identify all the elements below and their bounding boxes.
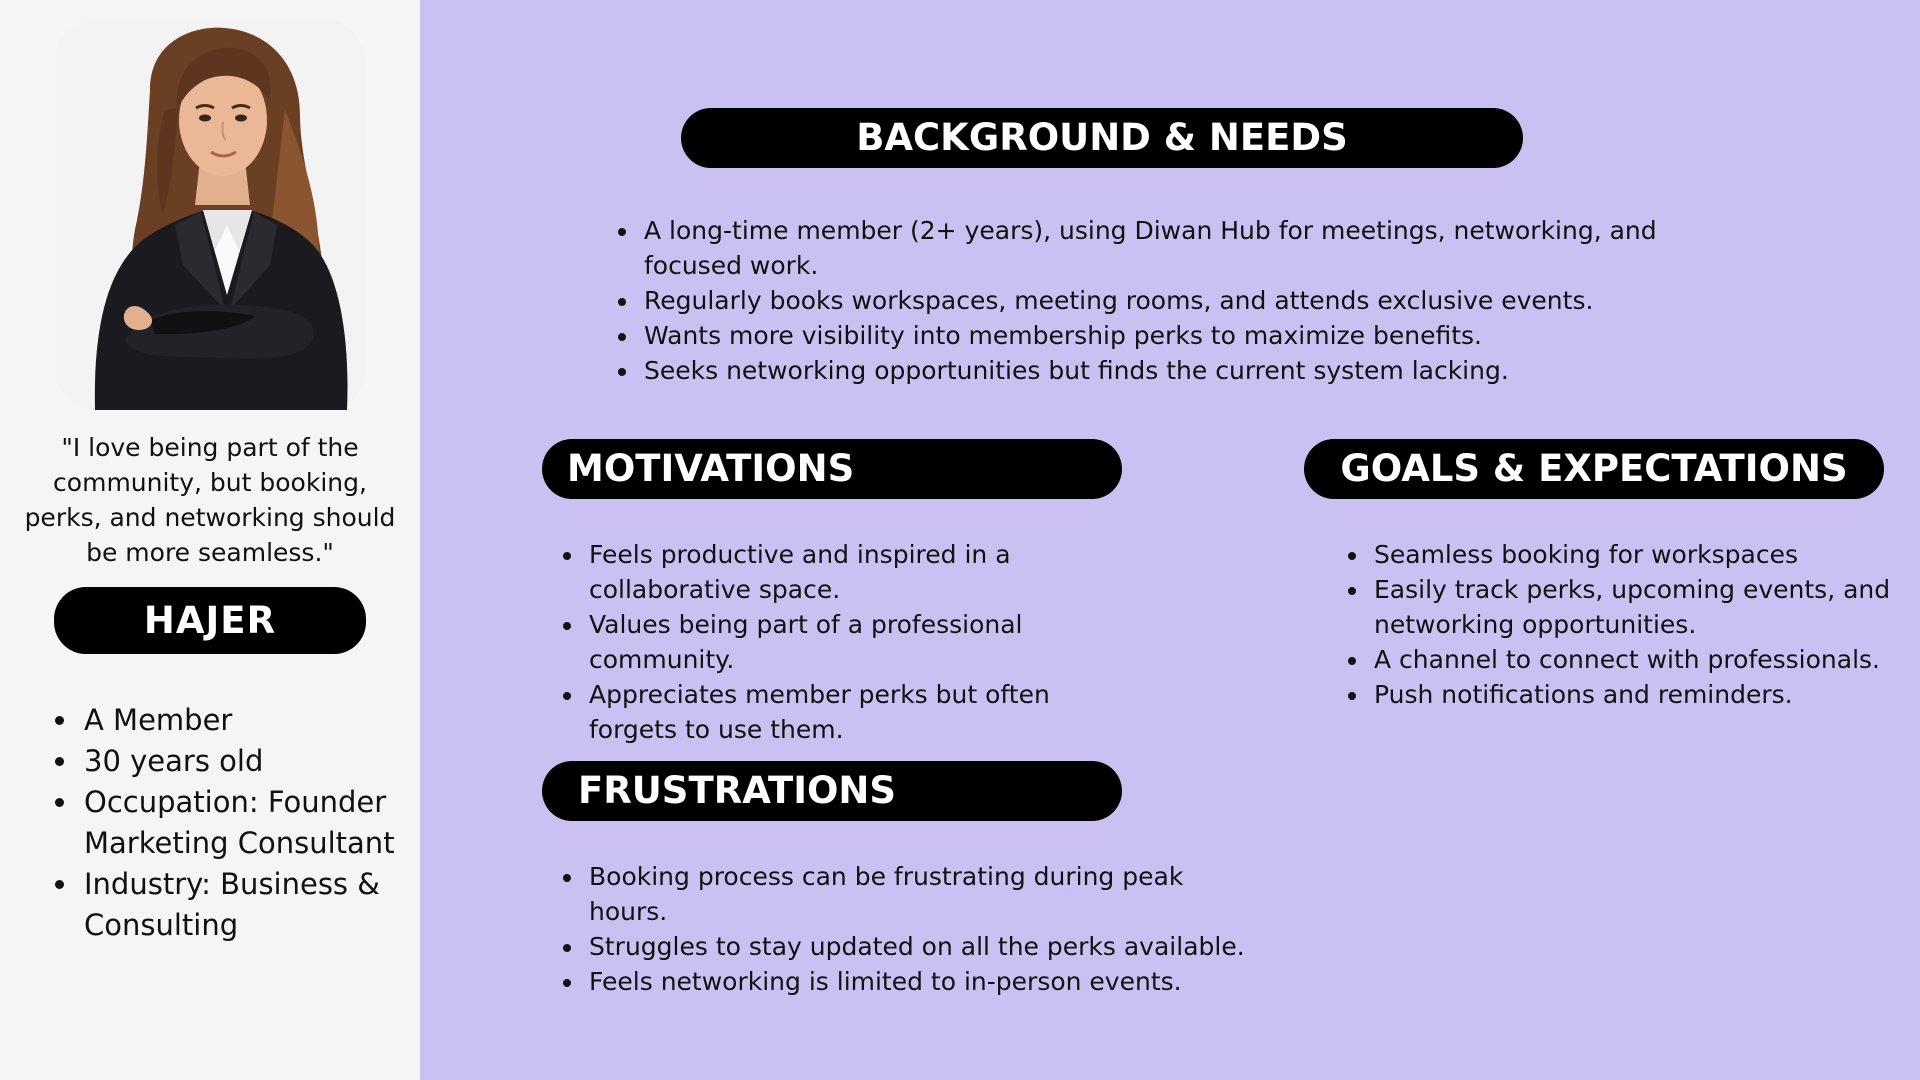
persona-name: HAJER <box>54 587 366 654</box>
list-item: • Struggles to stay updated on all the perks available. <box>585 929 1245 964</box>
list-item: • A Member <box>80 700 410 741</box>
list-item: • Easily track perks, upcoming events, and networking opportunities. <box>1370 572 1900 642</box>
list-item: • Seamless booking for workspaces <box>1370 537 1900 572</box>
motivations-heading: MOTIVATIONS <box>542 439 1122 499</box>
list-item: • Industry: Business & Consulting <box>80 864 410 946</box>
list-item: • Push notifications and reminders. <box>1370 677 1900 712</box>
list-item: • Regularly books workspaces, meeting rooms, and attends exclusive events. <box>640 283 1740 318</box>
list-item: • Booking process can be frustrating during peak hours. <box>585 859 1245 929</box>
persona-quote: "I love being part of the community, but booking, perks, and networking should be more seamless." <box>24 433 396 567</box>
list-item: • A long-time member (2+ years), using Diwan Hub for meetings, networking, and focused work. <box>640 213 1740 283</box>
goals-expectations-list <box>1330 537 1900 712</box>
goals-expectations-heading: GOALS & EXPECTATIONS <box>1304 439 1884 499</box>
list-item: • Occupation: Founder Marketing Consultant <box>80 782 410 864</box>
list-item: • Wants more visibility into membership perks to maximize benefits. <box>640 318 1740 353</box>
frustrations-heading: FRUSTRATIONS <box>542 761 1122 821</box>
list-item: • Appreciates member perks but often forgets to use them. <box>585 677 1105 747</box>
motivations-list <box>545 537 1105 747</box>
persona-photo <box>55 20 365 410</box>
background-needs-list <box>600 213 1740 388</box>
list-item: • Values being part of a professional community. <box>585 607 1105 677</box>
persona-details-list <box>30 700 410 946</box>
background-needs-heading: BACKGROUND & NEEDS <box>681 108 1523 168</box>
list-item: • Feels networking is limited to in-person events. <box>585 964 1245 999</box>
list-item: • Feels productive and inspired in a collaborative space. <box>585 537 1105 607</box>
frustrations-list <box>545 859 1245 999</box>
list-item: • A channel to connect with professionals. <box>1370 642 1900 677</box>
list-item: • Seeks networking opportunities but finds the current system lacking. <box>640 353 1740 388</box>
list-item: • 30 years old <box>80 741 410 782</box>
